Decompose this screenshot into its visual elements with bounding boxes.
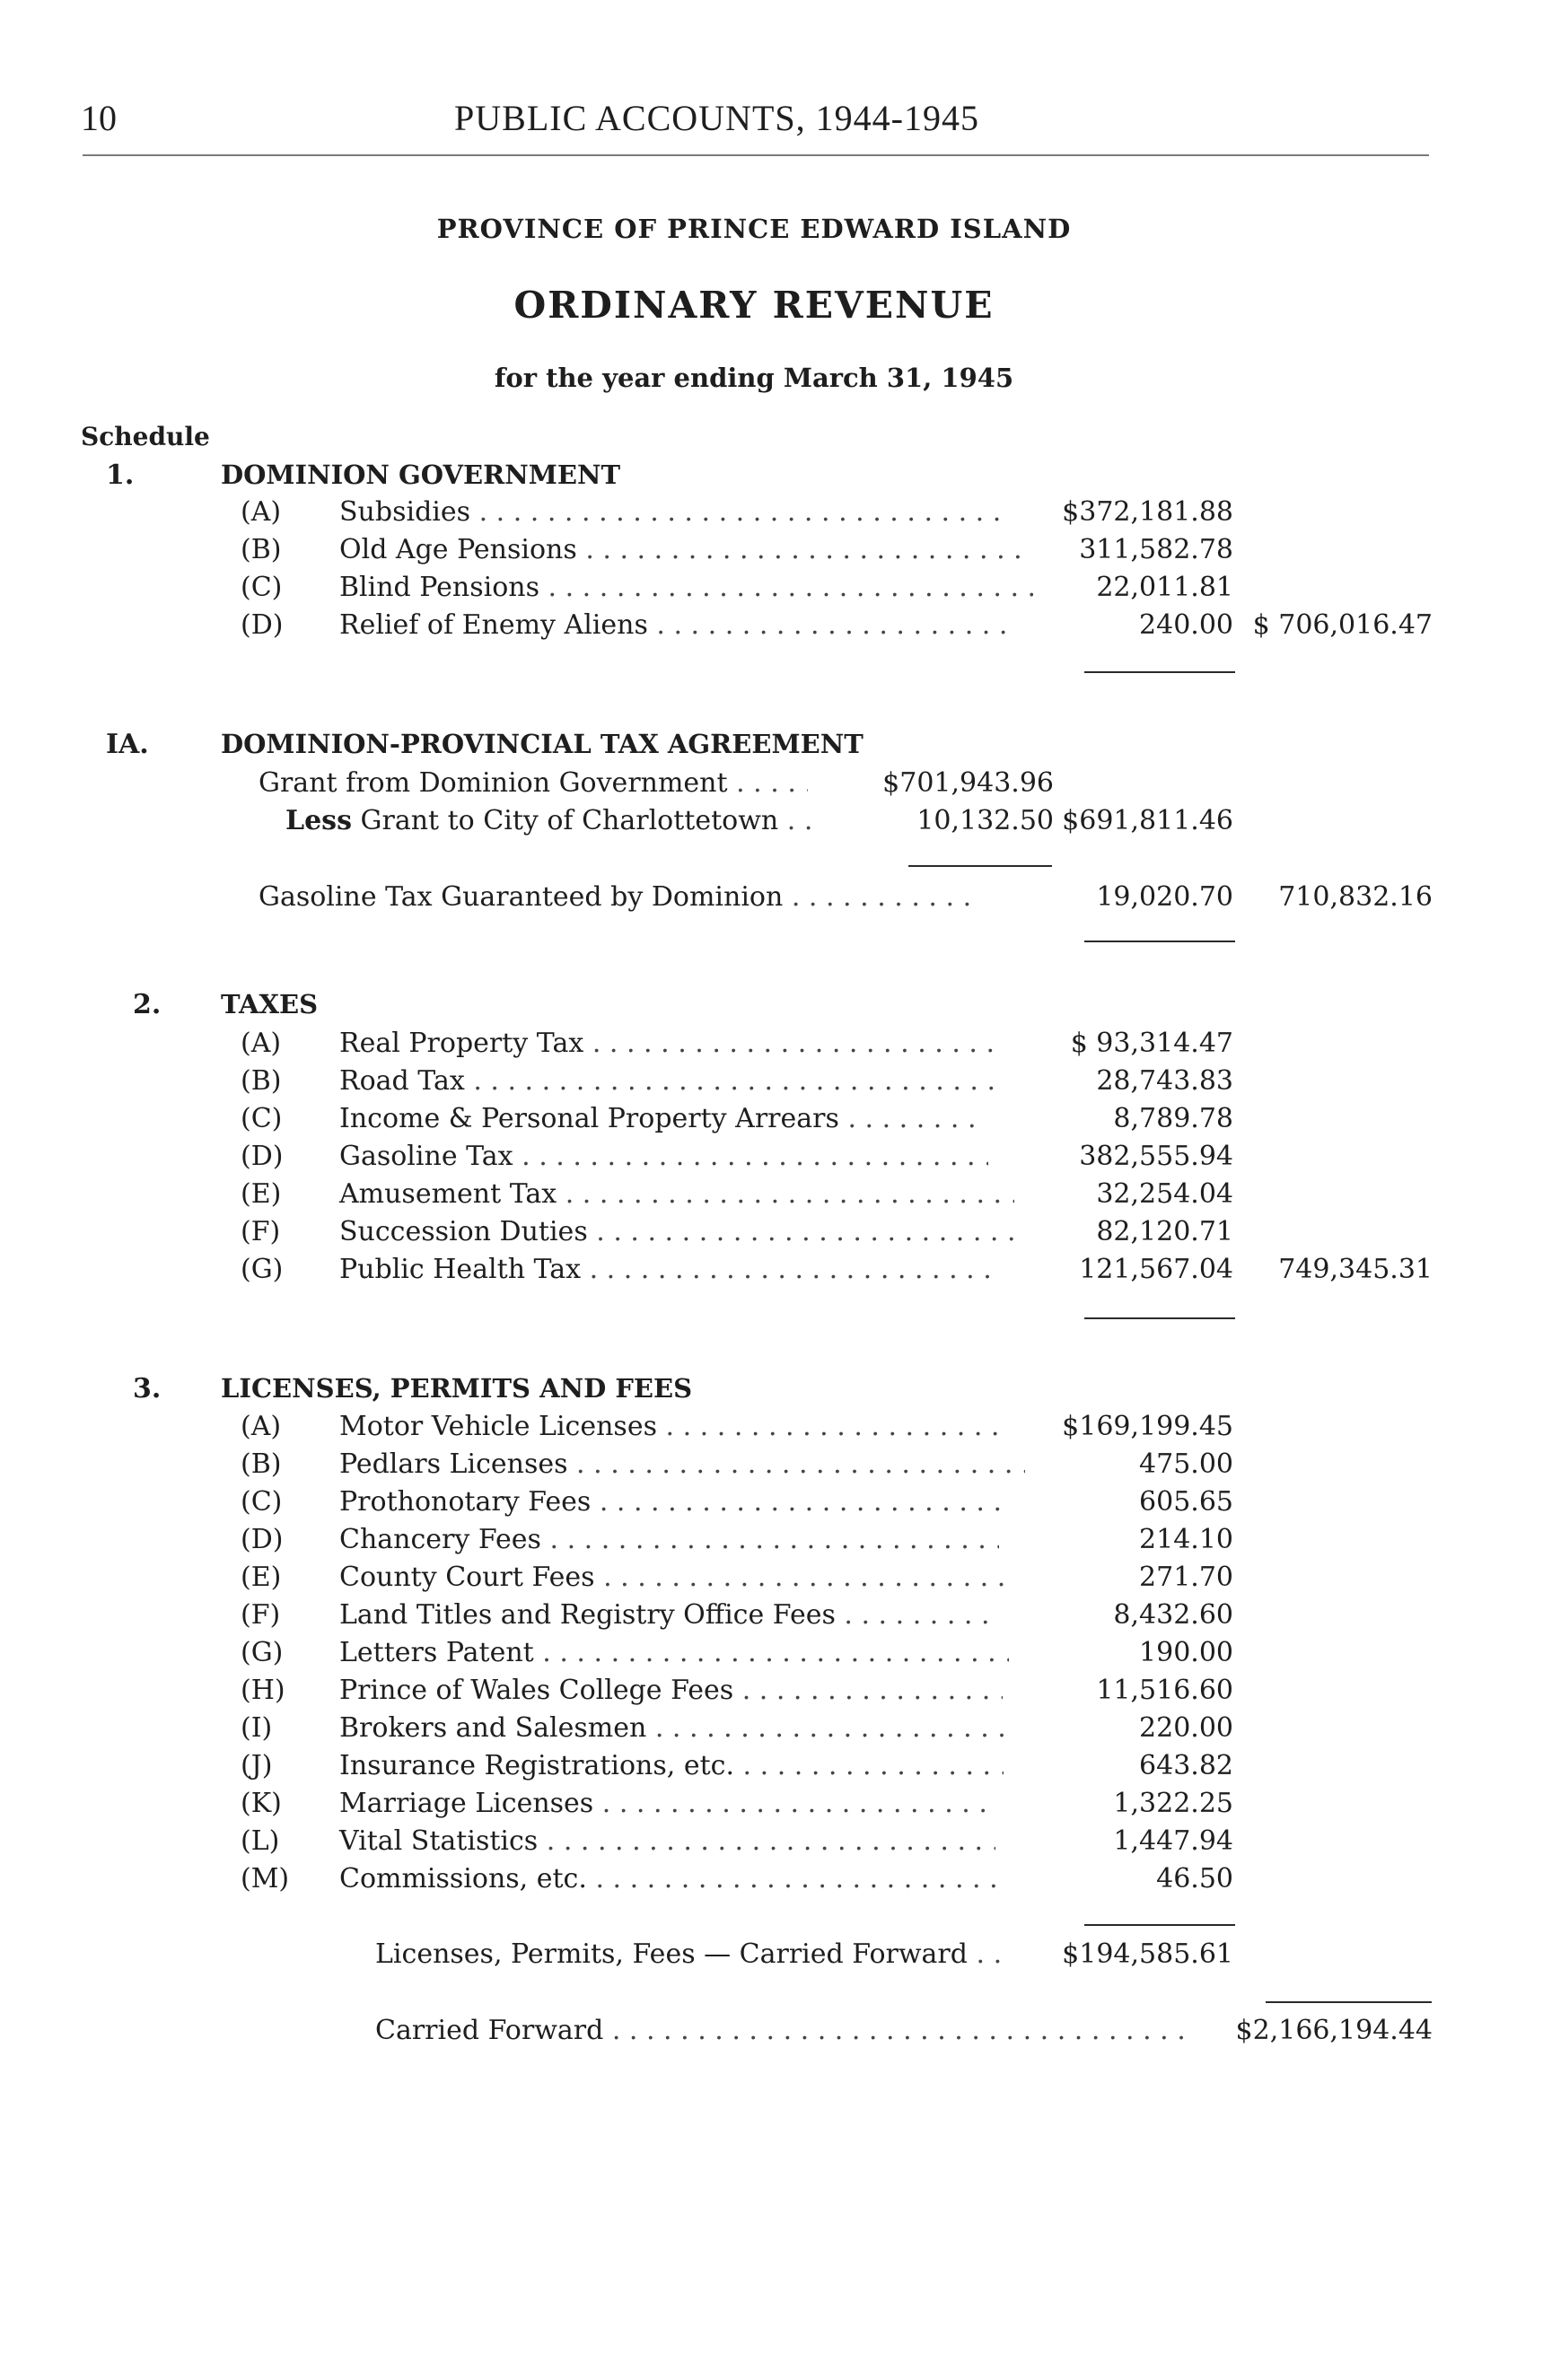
- item-letter: (A): [241, 1411, 282, 1442]
- line-item: [0, 1825, 1543, 1861]
- item-letter: (F): [241, 1599, 281, 1631]
- item-letter: (F): [241, 1216, 281, 1247]
- item-amount: 1,447.94: [1113, 1825, 1233, 1857]
- item-letter: (I): [241, 1712, 273, 1744]
- item-letter: (D): [241, 1141, 284, 1172]
- section-total: 749,345.31: [1278, 1254, 1433, 1285]
- dot-leader: [844, 1599, 987, 1631]
- grant-label: Grant from Dominion Government: [259, 767, 728, 799]
- item-amount: 8,789.78: [1113, 1103, 1233, 1134]
- section-number: IA.: [106, 729, 149, 760]
- schedule-label: Schedule: [81, 422, 210, 451]
- item-amount: 8,432.60: [1113, 1599, 1233, 1631]
- header-rule: [83, 154, 1429, 156]
- total-rule: [1266, 2001, 1432, 2003]
- section-title: TAXES: [221, 989, 319, 1019]
- main-title: ORDINARY REVENUE: [513, 284, 995, 327]
- item-amount: 1,322.25: [1113, 1788, 1233, 1819]
- item-label: Pedlars Licenses: [339, 1448, 568, 1480]
- line-item: [0, 1065, 1543, 1101]
- item-letter: (B): [241, 1065, 282, 1097]
- dot-leader: [522, 1141, 988, 1172]
- line-item: [0, 609, 1543, 645]
- dot-leader: [847, 1103, 982, 1134]
- grant-line: [0, 767, 1543, 803]
- less-word: Less: [285, 805, 352, 836]
- item-label: Blind Pensions: [339, 572, 539, 603]
- item-label: Vital Statistics: [339, 1825, 539, 1857]
- line-item: [0, 1599, 1543, 1635]
- item-label: Gasoline Tax: [339, 1141, 513, 1172]
- subtotal-rule: [1084, 941, 1235, 942]
- footer-label: Carried Forward: [375, 2015, 604, 2046]
- dot-leader: [666, 1411, 998, 1442]
- subtotal-rule: [1084, 1317, 1235, 1319]
- item-label: Brokers and Salesmen: [339, 1712, 647, 1744]
- item-label: Relief of Enemy Aliens: [339, 609, 648, 641]
- item-label: Prince of Wales College Fees: [339, 1675, 734, 1706]
- gasoline-guarantee-line: [0, 881, 1543, 917]
- subtotal-rule: [908, 865, 1052, 867]
- gas-label: Gasoline Tax Guaranteed by Dominion: [259, 881, 784, 913]
- item-letter: (A): [241, 1028, 282, 1059]
- line-item: [0, 1178, 1543, 1214]
- item-label: Subsidies: [339, 496, 471, 528]
- net-amount: $691,811.46: [1062, 805, 1233, 836]
- less-label: Grant to City of Charlottetown: [360, 805, 779, 836]
- dot-leader: [595, 1863, 1008, 1894]
- dot-leader: [473, 1065, 994, 1097]
- item-label: Income & Personal Property Arrears: [339, 1103, 839, 1134]
- item-letter: (B): [241, 1448, 282, 1480]
- line-item: [0, 1675, 1543, 1711]
- item-letter: (C): [241, 1103, 283, 1134]
- item-label: Letters Patent: [339, 1637, 534, 1668]
- item-letter: (J): [241, 1750, 273, 1781]
- item-label: Commissions, etc.: [339, 1863, 587, 1894]
- item-label: Chancery Fees: [339, 1524, 541, 1555]
- line-item: [0, 1562, 1543, 1597]
- footer-amount: $2,166,194.44: [1235, 2015, 1433, 2046]
- item-letter: (K): [241, 1788, 282, 1819]
- item-letter: (H): [241, 1675, 285, 1706]
- item-letter: (G): [241, 1254, 284, 1285]
- item-amount: 643.82: [1139, 1750, 1233, 1781]
- dot-leader: [656, 609, 1015, 641]
- section-number: 2.: [133, 989, 162, 1020]
- section-title: LICENSES, PERMITS AND FEES: [221, 1373, 693, 1404]
- page-carried-forward: [0, 2015, 1543, 2051]
- item-label: Prothonotary Fees: [339, 1486, 592, 1518]
- running-title: PUBLIC ACCOUNTS, 1944-1945: [454, 98, 979, 138]
- dot-leader: [742, 1675, 1003, 1706]
- section-heading: [0, 989, 1543, 1025]
- dot-leader: [592, 1028, 996, 1059]
- page-number: 10: [81, 98, 117, 138]
- carried-amount: $194,585.61: [1062, 1938, 1233, 1970]
- dot-leader: [547, 1825, 995, 1857]
- item-letter: (E): [241, 1178, 282, 1210]
- line-item: [0, 1411, 1543, 1447]
- item-amount: 22,011.81: [1096, 572, 1233, 603]
- item-letter: (D): [241, 1524, 284, 1555]
- section-heading: [0, 459, 1543, 495]
- item-letter: (C): [241, 572, 283, 603]
- dot-leader: [542, 1637, 1009, 1668]
- line-item: [0, 1216, 1543, 1252]
- item-letter: (B): [241, 534, 282, 565]
- dot-leader: [565, 1178, 1014, 1210]
- section-title: DOMINION GOVERNMENT: [221, 459, 621, 490]
- line-item: [0, 1750, 1543, 1786]
- item-label: Road Tax: [339, 1065, 465, 1097]
- line-item: [0, 1103, 1543, 1139]
- line-item: [0, 1254, 1543, 1290]
- item-amount: 214.10: [1139, 1524, 1233, 1555]
- dot-leader: [585, 534, 1025, 565]
- less-amount: 10,132.50: [916, 805, 1054, 836]
- item-label: Real Property Tax: [339, 1028, 584, 1059]
- section-carried-forward: [0, 1938, 1543, 1974]
- section-total: 710,832.16: [1278, 881, 1433, 913]
- item-label: Succession Duties: [339, 1216, 588, 1247]
- dot-leader: [550, 1524, 999, 1555]
- item-amount: 220.00: [1139, 1712, 1233, 1744]
- item-label: Amusement Tax: [339, 1178, 557, 1210]
- period-subtitle: for the year ending March 31, 1945: [494, 363, 1014, 393]
- section-heading: [0, 729, 1543, 765]
- dot-leader: [596, 1216, 1018, 1247]
- line-item: [0, 572, 1543, 608]
- line-item: [0, 1788, 1543, 1824]
- item-amount: 605.65: [1139, 1486, 1233, 1518]
- dot-leader: [977, 1938, 1004, 1970]
- dot-leader: [602, 1788, 997, 1819]
- dot-leader: [576, 1448, 1025, 1480]
- item-label: Old Age Pensions: [339, 534, 577, 565]
- item-amount: 382,555.94: [1079, 1141, 1233, 1172]
- item-amount: 28,743.83: [1096, 1065, 1233, 1097]
- item-amount: $372,181.88: [1062, 496, 1233, 528]
- item-letter: (E): [241, 1562, 282, 1593]
- line-item: [0, 1524, 1543, 1560]
- section-total: $ 706,016.47: [1252, 609, 1433, 641]
- less-line: [0, 805, 1543, 841]
- dot-leader: [792, 881, 971, 913]
- dot-leader: [548, 572, 1033, 603]
- line-item: [0, 1486, 1543, 1522]
- item-amount: 82,120.71: [1096, 1216, 1233, 1247]
- item-label: Motor Vehicle Licenses: [339, 1411, 657, 1442]
- dot-leader: [603, 1562, 1016, 1593]
- item-label: Public Health Tax: [339, 1254, 582, 1285]
- item-letter: (A): [241, 496, 282, 528]
- dot-leader: [736, 767, 808, 799]
- carried-label: Licenses, Permits, Fees — Carried Forward: [375, 1938, 968, 1970]
- line-item: [0, 1448, 1543, 1484]
- item-amount: 190.00: [1139, 1637, 1233, 1668]
- section-title: DOMINION-PROVINCIAL TAX AGREEMENT: [221, 729, 864, 759]
- item-letter: (L): [241, 1825, 280, 1857]
- item-amount: 46.50: [1156, 1863, 1233, 1894]
- gas-amount: 19,020.70: [1096, 881, 1233, 913]
- item-label: Marriage Licenses: [339, 1788, 594, 1819]
- line-item: [0, 534, 1543, 570]
- line-item: [0, 1028, 1543, 1063]
- item-amount: 121,567.04: [1079, 1254, 1233, 1285]
- item-amount: 311,582.78: [1079, 534, 1233, 565]
- item-label: Land Titles and Registry Office Fees: [339, 1599, 836, 1631]
- item-amount: $169,199.45: [1062, 1411, 1233, 1442]
- item-letter: (G): [241, 1637, 284, 1668]
- item-amount: 32,254.04: [1096, 1178, 1233, 1210]
- dot-leader: [743, 1750, 1004, 1781]
- province-title: PROVINCE OF PRINCE EDWARD ISLAND: [436, 214, 1072, 244]
- line-item: [0, 496, 1543, 532]
- section-number: 3.: [133, 1373, 162, 1404]
- section-heading: [0, 1373, 1543, 1409]
- item-label: Insurance Registrations, etc.: [339, 1750, 734, 1781]
- line-item: [0, 1863, 1543, 1899]
- subtotal-rule: [1084, 671, 1235, 673]
- item-label: County Court Fees: [339, 1562, 595, 1593]
- line-item: [0, 1712, 1543, 1748]
- item-letter: (M): [241, 1863, 290, 1894]
- dot-leader: [600, 1486, 1013, 1518]
- dot-leader: [479, 496, 1000, 528]
- item-letter: (D): [241, 609, 284, 641]
- dot-leader: [655, 1712, 1005, 1744]
- section-number: 1.: [106, 459, 135, 491]
- dot-leader: [787, 805, 823, 836]
- item-amount: 475.00: [1139, 1448, 1233, 1480]
- item-amount: 271.70: [1139, 1562, 1233, 1593]
- line-item: [0, 1141, 1543, 1177]
- item-amount: 240.00: [1139, 609, 1233, 641]
- item-amount: 11,516.60: [1096, 1675, 1233, 1706]
- item-amount: $ 93,314.47: [1070, 1028, 1233, 1059]
- dot-leader: [590, 1254, 994, 1285]
- item-letter: (C): [241, 1486, 283, 1518]
- grant-amount: $701,943.96: [882, 767, 1054, 799]
- line-item: [0, 1637, 1543, 1673]
- subtotal-rule: [1084, 1924, 1235, 1926]
- dot-leader: [612, 2015, 1187, 2046]
